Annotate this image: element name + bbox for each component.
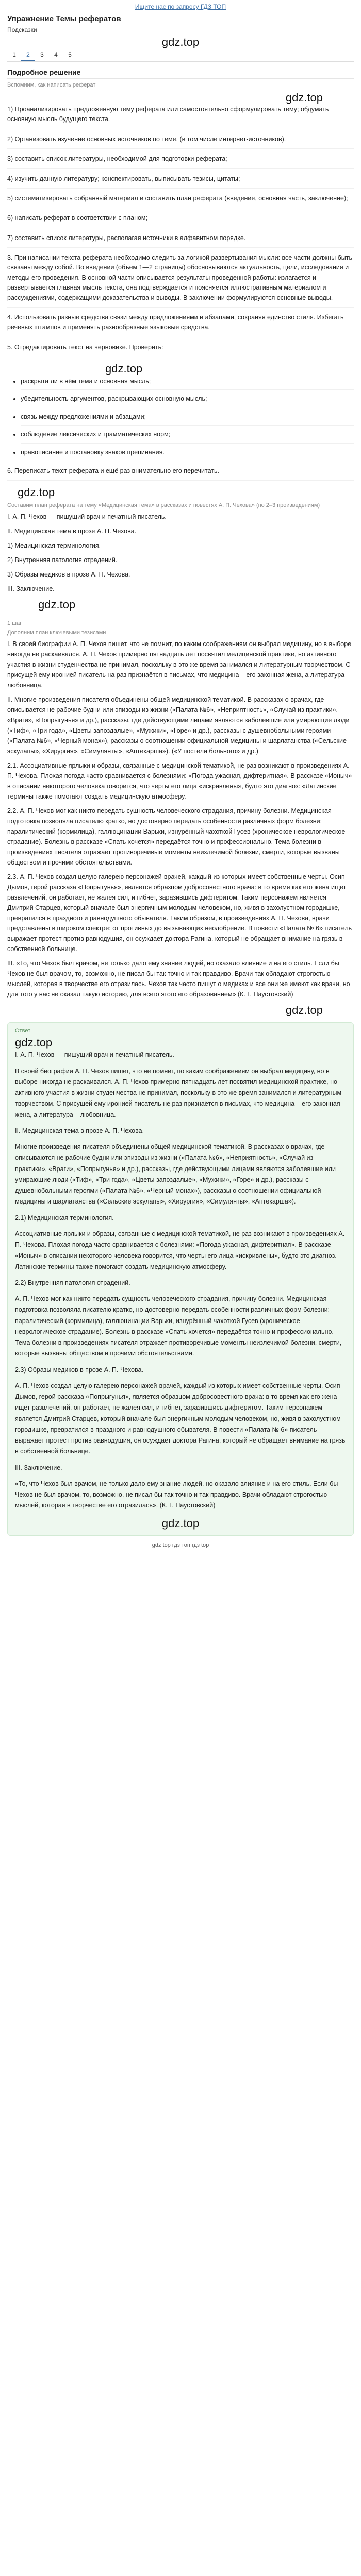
step-item: 7) составить список литературы, располагая источники в алфавитном порядке.: [7, 233, 354, 248]
check-item: • связь между предложениями и абзацами;: [21, 412, 354, 426]
step-item: 1) Проанализировать предложенную тему реферата или самостоятельно сформулировать тему; обдумать основную мысль будущего текста.: [7, 105, 354, 129]
checks-list: [7, 377, 354, 461]
plan-item: 1) Медицинская терминология.: [7, 542, 101, 550]
step-label: 1 шаг: [7, 620, 22, 627]
solution-heading: Подробное решение: [7, 68, 354, 79]
steps-list: [7, 105, 354, 357]
answer-body: [15, 1049, 346, 1511]
note-how-to-write: Вспомним, как написать реферат: [7, 82, 96, 88]
check-item: • убедительность аргументов, раскрывающих основную мысль;: [21, 394, 354, 408]
subtitle-row: [7, 26, 354, 33]
answer-label: Ответ: [15, 1028, 31, 1035]
step-six: 6. Переписать текст реферата и ещё раз внимательно его перечитать.: [7, 466, 354, 481]
page-tab-3[interactable]: 3: [40, 51, 44, 58]
answer-paragraph: III. Заключение.: [15, 1464, 62, 1471]
answer-paragraph: II. Медицинская тема в прозе А. П. Чехова.: [15, 1127, 144, 1134]
answer-paragraph: Многие произведения писателя объединены общей медицинской тематикой. В рассказах о врачах, где описываются не рабочие будни или эпизоды из жизни («Палата №6», «Неприятность», «Случай из практики», «Враги», «Попрыгунья» и др.), рассказы, где действующими лицами являются заболевшие или умирающие люди («Тиф», «Три года», «Цветы запоздалые», «Мужики», «Горе» и др.), рассказы с душевнобольными героями («Палата №6», «Черный монах»), рассказы о соотношении официальной медицины и шарлатанства («Сельские эскулапы», «Хирургия», «Симулянты», «Аптекарша»).: [15, 1143, 336, 1206]
plan-item: I. А. П. Чехов — пишущий врач и печатный писатель.: [7, 513, 167, 521]
watermark: gdz.top: [161, 1516, 200, 1530]
watermark: gdz.top: [285, 91, 323, 104]
page-title: Упражнение Темы рефератов: [7, 14, 121, 23]
answer-paragraph: 2.1) Медицинская терминология.: [15, 1214, 114, 1222]
step-item: 3) составить список литературы, необходимой для подготовки реферата;: [7, 154, 354, 168]
step-item: 2) Организовать изучение основных источников по теме, (в том числе интернет-источников).: [7, 134, 354, 149]
essay-paragraph: 2.1. Ассоциативные ярлыки и образы, связанные с медицинской тематикой, не раз возникают в произведениях А. П. Чехова. Плохая погода часто сравнивается с болезнями: «Погода ужасная, дифтеритная». В рассказе «Ионыч» в описании некоторого человека говорится, что черты его лица «искривлены», будто это диагноз: «Латинские термины также помогают создать медицинскую атмосферу.: [7, 762, 352, 801]
watermark: gdz.top: [18, 486, 55, 499]
answer-paragraph: Ассоциативные ярлыки и образы, связанные с медицинской тематикой, не раз возникают в произведениях А. П. Чехова. Плохая погода часто сравнивается с болезнями: «Погода ужасная, дифтеритная». В рассказе «Ионыч» в описании некоторого человека говорится, что черты его лица «искривлены», будто это диагноз. Латинские термины также помогают создать медицинскую атмосферу.: [15, 1230, 345, 1270]
plan-list: [7, 512, 354, 594]
plan-item: II. Медицинская тема в прозе А. П. Чехова.: [7, 528, 137, 535]
step-item: 6) написать реферат в соответствии с планом;: [7, 213, 354, 228]
footer-links[interactable]: gdz top гдз топ гдз top: [152, 1541, 209, 1548]
answer-paragraph: В своей биографии А. П. Чехов пишет, что не помнит, по каким соображениям он выбрал медицину, но в выборе никогда не раскаивался. А. П. Чехов примерно пятнадцать лет посвятил медицинской практике, но активного участия в жизни студенчества не принимал, поскольку в это же время занимался и литературным творчеством. С присущей ему иронией писатель не раз признаётся в письмах, что медицина – его законная жена, а литература – любовница.: [15, 1067, 342, 1118]
hints-label[interactable]: Подсказки: [7, 26, 37, 33]
essay-paragraph: 2.2. А. П. Чехов мог как никто передать сущность человеческого страдания, причину болезни. Медицинская подготовка позволяла писателю кратко, но достоверно передать особенности различных форм болезни: паралитический (кормилица), галлюцинации Варьки, изнурённый чахоткой Гусев (хроническое неврологическое страдание). Болезнь в рассказе «Спать хочется» передаётся точно и профессионально. Тема болезни в произведениях писателя отражает противоречивые моменты неизлечимой болезни, смерти, которые вызваны обществом и прочими обстоятельствами.: [7, 807, 346, 867]
plan-item: 3) Образы медиков в прозе А. П. Чехова.: [7, 571, 130, 579]
answer-paragraph: А. П. Чехов мог как никто передать сущность человеческого страдания, причину болезни. Медицинская подготовка позволяла писателю кратко, но достоверно передать особенности различных форм болезни: паралитический (кормилица), галлюцинации Варьки, изнурённый чахоткой Гусев (хроническое неврологическое страдание). Болезнь в рассказе «Спать хочется» передаётся точно и профессионально. Тема болезни в произведениях писателя отражает противоречивые моменты неизлечимой болезни, смерти, которые вызваны обществом и прочими обстоятельствами.: [15, 1295, 342, 1358]
answer-paragraph: I. А. П. Чехов — пишущий врач и печатный писатель.: [15, 1051, 174, 1059]
step-item: 5. Отредактировать текст на черновике. Проверить:: [7, 343, 354, 357]
page-tab-1[interactable]: 1: [12, 51, 16, 58]
answer-paragraph: 2.3) Образы медиков в прозе А. П. Чехова.: [15, 1366, 143, 1374]
essay-paragraph: I. В своей биографии А. П. Чехов пишет, что не помнит, по каким соображениям он выбрал медицину, но в выборе никогда не раскаивался. А. П. Чехов примерно пятнадцать лет посвятил медицинской практике, но активного участия в жизни студенчества не принимал, поскольку в это же время занимался и литературным творчеством. С присущей ему иронией писатель на раз признаётся в письмах, что медицина – его законная жена, а литература – любовница.: [7, 640, 352, 689]
top-banner[interactable]: [7, 0, 354, 12]
essay-paragraph: III. «То, что Чехов был врачом, не только дало ему знание людей, но оказало влияние и на его стиль. Если бы Чехов не был врачом, то, возможно, не писал бы так точно и так правдиво. Врачи так обладают строгостью мыслей, которая в творчестве его отразилась. Чехов так часто пишут о медиках и все они же имеют как врачи, но для того у нас не оказал такую историю, для всего этого его образованием» (К. Г. Паустовский): [7, 960, 350, 998]
watermark: gdz.top: [285, 1004, 323, 1017]
sample-caption: Составим план реферата на тему «Медицинская тема» в рассказах и повестях А. П. Чехова» (по 2–3 произведениям): [7, 502, 320, 509]
watermark: gdz.top: [38, 598, 76, 612]
plan-item: III. Заключение.: [7, 585, 55, 593]
page-tab-2[interactable]: 2: [21, 49, 35, 61]
essay-paragraph: II. Многие произведения писателя объединены общей медицинской тематикой. В рассказах о врачах, где описывается не рабочие будни или эпизоды из жизни («Палата №6», «Неприятность», «Случай из практики», «Враги», «Попрыгунья» и др.), рассказы, где действующими лицами являются заболевшие или умирающие люди («Тиф», «Три года», «Цветы запоздалые», «Мужики», «Горе» и др.), рассказы с душевнобольными героями («Палата №6», «Черный монах»), рассказы о соотношении официальной медицины и шарлатанства («Сельские эскулапы», «Хирургия», «Симулянты», «Аптекарша»). («У постели больного» и др.): [7, 696, 350, 755]
step-item: 4) изучить данную литературу; конспектировать, выписывать тезисы, цитаты;: [7, 174, 354, 189]
watermark: gdz.top: [15, 1036, 53, 1049]
page-tabs: [7, 49, 354, 62]
step-item: 4. Использовать разные средства связи между предложениями и абзацами, сохраняя единство стиля. Избегать речевых штампов и применять разнообразные языковые средства.: [7, 313, 354, 337]
banner-link[interactable]: Ищите нас по запросу ГДЗ ТОП: [135, 3, 226, 10]
essay-paragraph: 2.3. А. П. Чехов создал целую галерею персонажей-врачей, каждый из которых имеет собственные черты. Осип Дымов, герой рассказа «Попрыгунья», является образцом добросовестного врача: в то время как его жена ищет развлечений, он работает, не жалея сил, и гибнет, заразившись дифтеритом. Таким персонажем является Дмитрий Старцев, который вначале был энергичным молодым человеком, но, живя в захолустном городишке, превратился в праздного и равнодушного обывателя. Таким образом, в произведениях А. П. Чехова, врачи представлены в широком спектре: от противных до вызывающих неодобрение. В повести «Палата № 6» писатель выражает протест против равнодушия, он осуждает доктора Рагина, который не обращает внимание на грязь в собственной больнице.: [7, 873, 352, 953]
answer-paragraph: 2.2) Внутренняя патология отрадений.: [15, 1279, 130, 1286]
check-item: • соблюдение лексических и грамматических норм;: [21, 430, 354, 443]
plan-item: 2) Внутренняя патология отрадений.: [7, 556, 118, 564]
check-item: • правописание и постановку знаков препинания.: [21, 448, 354, 461]
watermark: gdz.top: [105, 362, 143, 375]
step-item: 5) систематизировать собранный материал и составить план реферата (введение, основная часть, заключение);: [7, 194, 354, 208]
step-item: 3. При написании текста реферата необходимо следить за логикой развертывания мысли: все части должны быть связаны между собой. Во введении (объем 1—2 страницы) обосновываются актуальность, цели, исследования и методы его проведения. В основной части описывается результаты проведенной работы: излагается и развертывается главная мысль текста, она подтверждается и поясняется иллюстративным материалом и рассуждениями, содержащими доказательства и выводы. В заключении формулируются основные выводы.: [7, 253, 354, 308]
check-item: • раскрыта ли в нём тема и основная мысль;: [21, 377, 354, 390]
page-tab-4[interactable]: 4: [54, 51, 58, 58]
page-tab-5[interactable]: 5: [68, 51, 72, 58]
answer-paragraph: «То, что Чехов был врачом, не только дало ему знание людей, но оказало влияние и на его стиль. Если бы Чехов не был врачом, то, возможно, не писал бы так точно и так правдиво. Врачи обладают строгостью мыслей, которая в творчестве его отразилась». (К. Г. Паустовский): [15, 1480, 338, 1510]
answer-box: [7, 1022, 354, 1535]
note-add-theses: Дополним план ключевыми тезисами: [7, 630, 106, 636]
essay-body: [7, 639, 354, 999]
watermark: gdz.top: [161, 36, 200, 48]
answer-paragraph: А. П. Чехов создал целую галерею персонажей-врачей, каждый из которых имеет собственные черты. Осип Дымов, герой рассказа «Попрыгунья», является образцом добросовестного врача: в то время как его жена ищет развлечений, он работает, не жалея сил, и гибнет, заразившись дифтеритом. Таким персонажем является Дмитрий Старцев, который вначале был энергичным молодым человеком, но, живя в захолустном городишке, превратился в праздного и равнодушного обывателя. В повести «Палата № 6» писатель выражает протест против равнодушия, он осуждает доктора Рагина, который не обращает внимание на грязь в собственной больнице.: [15, 1382, 346, 1455]
